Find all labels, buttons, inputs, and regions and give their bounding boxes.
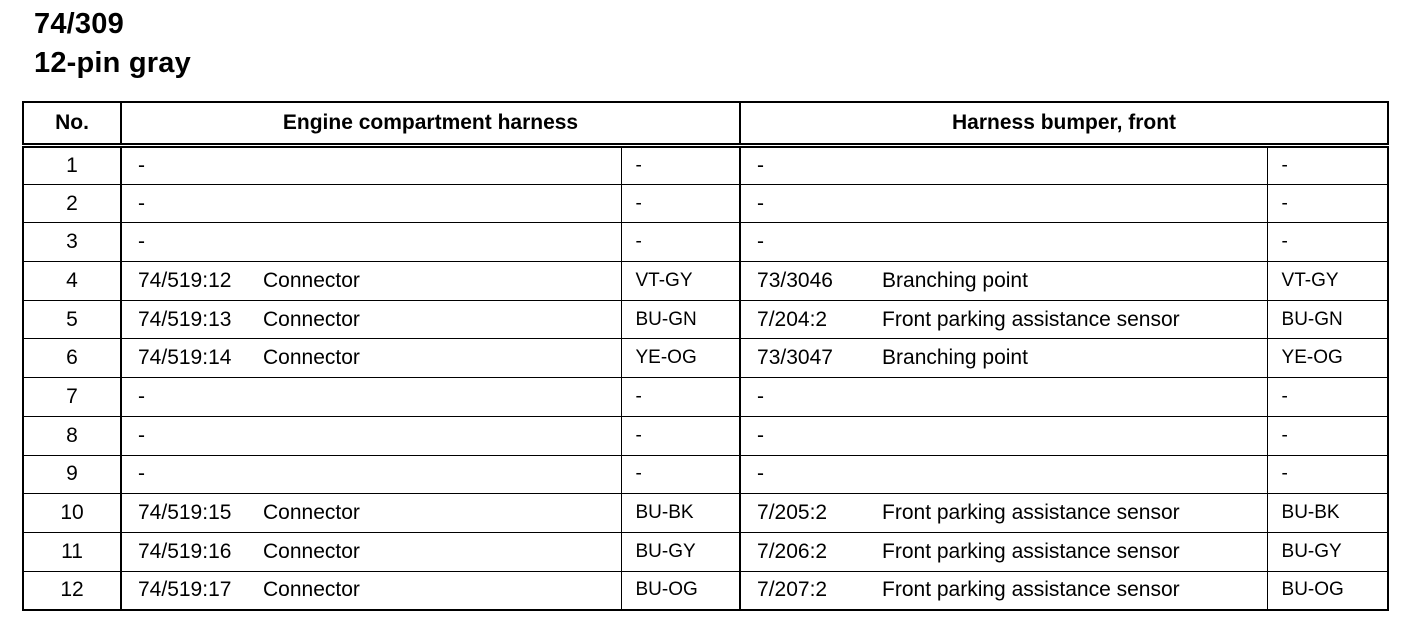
engine-harness-desc: Connector [263, 300, 621, 339]
bumper-harness-desc: Front parking assistance sensor [882, 300, 1267, 339]
engine-harness-desc: Connector [263, 532, 621, 571]
pin-number: 1 [23, 146, 121, 185]
bumper-harness-ref: - [740, 223, 882, 262]
table-row [23, 262, 1388, 301]
engine-harness-wire-color: BU-GN [621, 300, 740, 339]
engine-harness-wire-color: - [621, 455, 740, 494]
engine-harness-ref: - [121, 223, 263, 262]
engine-harness-wire-color: - [621, 184, 740, 223]
bumper-harness-ref: 7/205:2 [740, 494, 882, 533]
table-row [23, 184, 1388, 223]
bumper-harness-ref: 73/3047 [740, 339, 882, 378]
bumper-harness-wire-color: - [1267, 378, 1388, 417]
bumper-harness-wire-color: - [1267, 455, 1388, 494]
engine-harness-ref: - [121, 184, 263, 223]
engine-harness-desc [263, 184, 621, 223]
bumper-harness-ref: - [740, 455, 882, 494]
table-row [23, 416, 1388, 455]
engine-harness-wire-color: BU-BK [621, 494, 740, 533]
engine-harness-ref: 74/519:12 [121, 262, 263, 301]
bumper-harness-ref: - [740, 416, 882, 455]
engine-harness-desc: Connector [263, 494, 621, 533]
engine-harness-desc [263, 223, 621, 262]
pin-number: 7 [23, 378, 121, 417]
pin-number: 3 [23, 223, 121, 262]
pin-number: 5 [23, 300, 121, 339]
engine-harness-ref: 74/519:16 [121, 532, 263, 571]
bumper-harness-wire-color: YE-OG [1267, 339, 1388, 378]
engine-harness-wire-color: YE-OG [621, 339, 740, 378]
table-row [23, 494, 1388, 533]
engine-harness-desc: Connector [263, 571, 621, 610]
bumper-harness-wire-color: BU-GY [1267, 532, 1388, 571]
bumper-harness-desc [882, 455, 1267, 494]
engine-harness-wire-color: - [621, 223, 740, 262]
bumper-harness-ref: - [740, 378, 882, 417]
bumper-harness-desc [882, 416, 1267, 455]
bumper-harness-ref: 7/207:2 [740, 571, 882, 610]
bumper-harness-wire-color: - [1267, 416, 1388, 455]
bumper-harness-desc: Branching point [882, 339, 1267, 378]
engine-harness-ref: - [121, 146, 263, 185]
engine-harness-wire-color: - [621, 416, 740, 455]
table-row [23, 223, 1388, 262]
bumper-harness-wire-color: BU-OG [1267, 571, 1388, 610]
bumper-harness-desc: Front parking assistance sensor [882, 571, 1267, 610]
engine-harness-ref: 74/519:14 [121, 339, 263, 378]
bumper-harness-ref: 73/3046 [740, 262, 882, 301]
engine-harness-wire-color: VT-GY [621, 262, 740, 301]
pin-number: 4 [23, 262, 121, 301]
bumper-harness-wire-color: - [1267, 223, 1388, 262]
engine-harness-desc: Connector [263, 339, 621, 378]
engine-harness-wire-color: BU-GY [621, 532, 740, 571]
pin-number: 6 [23, 339, 121, 378]
table-row [23, 146, 1388, 185]
engine-harness-wire-color: BU-OG [621, 571, 740, 610]
bumper-harness-desc [882, 146, 1267, 185]
bumper-harness-desc: Branching point [882, 262, 1267, 301]
connector-code: 74/309 [34, 8, 124, 40]
bumper-harness-desc: Front parking assistance sensor [882, 494, 1267, 533]
bumper-harness-wire-color: BU-GN [1267, 300, 1388, 339]
table-row [23, 339, 1388, 378]
pin-assignment-table [22, 101, 1389, 611]
bumper-harness-ref: 7/206:2 [740, 532, 882, 571]
pin-number: 11 [23, 532, 121, 571]
table-row [23, 300, 1388, 339]
column-header-no: No. [23, 102, 121, 146]
column-header-engine-compartment-harness: Engine compartment harness [121, 102, 740, 146]
bumper-harness-ref: - [740, 184, 882, 223]
bumper-harness-desc [882, 184, 1267, 223]
column-header-harness-bumper-front: Harness bumper, front [740, 102, 1388, 146]
engine-harness-desc [263, 455, 621, 494]
bumper-harness-wire-color: VT-GY [1267, 262, 1388, 301]
engine-harness-ref: 74/519:17 [121, 571, 263, 610]
table-row [23, 455, 1388, 494]
bumper-harness-ref: - [740, 146, 882, 185]
engine-harness-wire-color: - [621, 146, 740, 185]
table-row [23, 378, 1388, 417]
bumper-harness-wire-color: BU-BK [1267, 494, 1388, 533]
engine-harness-desc [263, 378, 621, 417]
bumper-harness-wire-color: - [1267, 146, 1388, 185]
engine-harness-ref: - [121, 378, 263, 417]
pin-number: 9 [23, 455, 121, 494]
engine-harness-wire-color: - [621, 378, 740, 417]
engine-harness-ref: 74/519:13 [121, 300, 263, 339]
table-row [23, 532, 1388, 571]
engine-harness-ref: - [121, 455, 263, 494]
table-row [23, 571, 1388, 610]
table-header-row [23, 102, 1388, 146]
bumper-harness-ref: 7/204:2 [740, 300, 882, 339]
pin-number: 12 [23, 571, 121, 610]
bumper-harness-desc: Front parking assistance sensor [882, 532, 1267, 571]
engine-harness-ref: - [121, 416, 263, 455]
engine-harness-desc [263, 416, 621, 455]
connector-description: 12-pin gray [34, 47, 191, 79]
bumper-harness-wire-color: - [1267, 184, 1388, 223]
pin-number: 8 [23, 416, 121, 455]
pin-number: 2 [23, 184, 121, 223]
pin-number: 10 [23, 494, 121, 533]
engine-harness-desc: Connector [263, 262, 621, 301]
bumper-harness-desc [882, 378, 1267, 417]
engine-harness-desc [263, 146, 621, 185]
bumper-harness-desc [882, 223, 1267, 262]
engine-harness-ref: 74/519:15 [121, 494, 263, 533]
